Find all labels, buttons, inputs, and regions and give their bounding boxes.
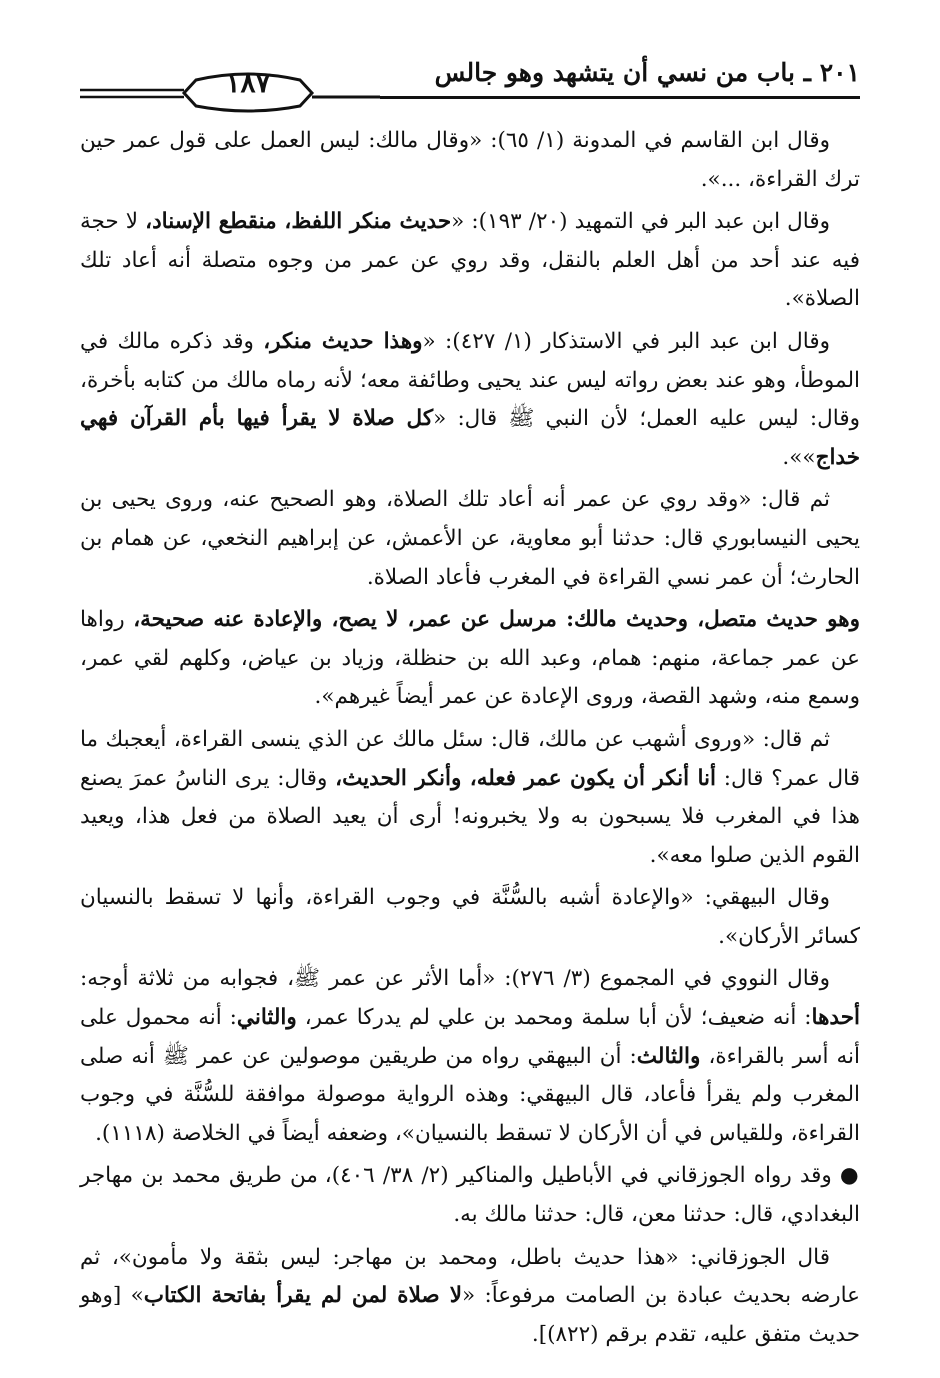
page-number: ١٨٧ <box>225 66 271 99</box>
text-run: : أن البيهقي رواه من طريقين موصولين عن عمر ﷺ أنه صلى المغرب ولم يقرأ فأعاد، قال البيهقي: وهذه الرواية موصولة موافقة للسُّنَّة في وجوب القراءة، وللقياس في أن الأركان لا تسقط بالنسيان»، وضعفه أيضاً في الخلاصة (١١١٨). <box>80 1043 860 1146</box>
paragraph <box>80 960 860 1153</box>
paragraph <box>80 203 860 319</box>
text-run: »». <box>782 444 816 470</box>
text-run: وقال ابن عبد البر في التمهيد (٢٠/ ١٩٣): « <box>451 209 830 235</box>
text-run: وقال ابن القاسم في المدونة (١/ ٦٥): «وقال مالك: ليس العمل على قول عمر حين ترك القراءة، ...». <box>80 128 860 192</box>
page-body <box>80 122 860 1358</box>
paragraph <box>80 323 860 477</box>
bold-text: والثاني <box>236 1005 297 1031</box>
text-run: : أنه ضعيف؛ لأن أبا سلمة ومحمد بن علي لم يدركا عمر، <box>296 1005 812 1031</box>
header-rule <box>380 96 860 99</box>
text-run: قال الجوزقاني: «هذا حديث باطل، ومحمد بن مهاجر: ليس بثقة ولا مأمون»، ثم عارضه بحديث عبادة بن الصامت مرفوعاً: « <box>80 1244 860 1309</box>
paragraph <box>80 1239 860 1355</box>
text-run: ثم قال: «وروى أشهب عن مالك، قال: سئل مالك عن الذي ينسى القراءة، أيعجبك ما قال عمر؟ قال: <box>80 726 860 791</box>
bold-text: كل صلاة لا يقرأ فيها بأم القرآن فهي خداج <box>80 406 860 470</box>
paragraph <box>80 481 860 597</box>
page-header <box>80 56 860 120</box>
text-run: رواها عن عمر جماعة، منهم: همام، وعبد الله بن حنظلة، وزياد بن عياض، وكلهم لقي عمر، وسمع منه، وشهد القصة، وروى الإعادة عن عمر أيضاً غيرهم». <box>80 607 860 710</box>
bold-text: والثالث <box>636 1043 701 1069</box>
text-run: وقال ابن عبد البر في الاستذكار (١/ ٤٢٧): « <box>422 328 830 354</box>
chapter-title: ٢٠١ ـ باب من نسي أن يتشهد وهو جالس <box>434 58 860 87</box>
paragraph <box>80 1157 860 1234</box>
bold-text: وهذا حديث منكر، <box>263 328 423 354</box>
bold-text: أنا أنكر أن يكون عمر فعله، وأنكر الحديث، <box>335 765 716 791</box>
bold-text: لا صلاة لمن لم يقرأ بفاتحة الكتاب <box>143 1283 462 1309</box>
bold-text: أحدها <box>811 1005 860 1031</box>
paragraph <box>80 122 860 199</box>
bold-text: حديث منكر اللفظ، منقطع الإسناد، <box>145 209 452 235</box>
text-run: وقال: يرى الناسُ عمرَ يصنع هذا في المغرب فلا يسبحون به ولا يخبرونه! أرى أن يعيد الصلاة من فعل هذا، ويعيد القوم الذين صلوا معه». <box>80 765 860 868</box>
text-run: وقال البيهقي: «والإعادة أشبه بالسُّنَّة في وجوب القراءة، وأنها لا تسقط بالنسيان كسائر الأركان». <box>80 885 860 949</box>
text-run: ثم قال: «وقد روي عن عمر أنه أعاد تلك الصلاة، وهو الصحيح عنه، وروى يحيى بن يحيى النيسابوري قال: حدثنا أبو معاوية، عن الأعمش، عن إبراهيم النخعي، عن همام بن الحارث؛ أن عمر نسي القراءة في المغرب فأعاد الصلاة. <box>80 487 860 590</box>
page-number-ornament <box>80 56 380 120</box>
text-run: » [وهو حديث متفق عليه، تقدم برقم (٨٢٢)]. <box>80 1283 860 1347</box>
bullet-icon: ● <box>831 1163 860 1189</box>
paragraph <box>80 721 860 875</box>
text-run: وقد رواه الجوزقاني في الأباطيل والمناكير (٢/ ٣٨/ ٤٠٦)، من طريق محمد بن مهاجر البغدادي، قال: حدثنا معن، قال: حدثنا مالك به. <box>80 1163 860 1228</box>
paragraph <box>80 879 860 956</box>
text-run: : أنه محمول على أنه أسر بالقراءة، <box>80 1005 861 1069</box>
text-run: لا حجة فيه عند أحد من أهل العلم بالنقل، وقد روي عن عمر من وجوه متصلة أنه أعاد تلك الصلاة». <box>80 209 860 312</box>
text-run: وقال النووي في المجموع (٣/ ٢٧٦): «أما الأثر عن عمر ﷺ، فجوابه من ثلاثة أوجه: <box>80 966 831 992</box>
text-run: وقد ذكره مالك في الموطأ، وهو عند بعض رواته ليس عند يحيى وطائفة معه؛ لأنه رماه مالك من كتابه بأخرة، وقال: ليس عليه العمل؛ لأن النبي ﷺ قال: « <box>80 328 860 432</box>
paragraph <box>80 601 860 717</box>
bold-text: وهو حديث متصل، وحديث مالك: مرسل عن عمر، لا يصح، والإعادة عنه صحيحة، <box>133 607 860 633</box>
